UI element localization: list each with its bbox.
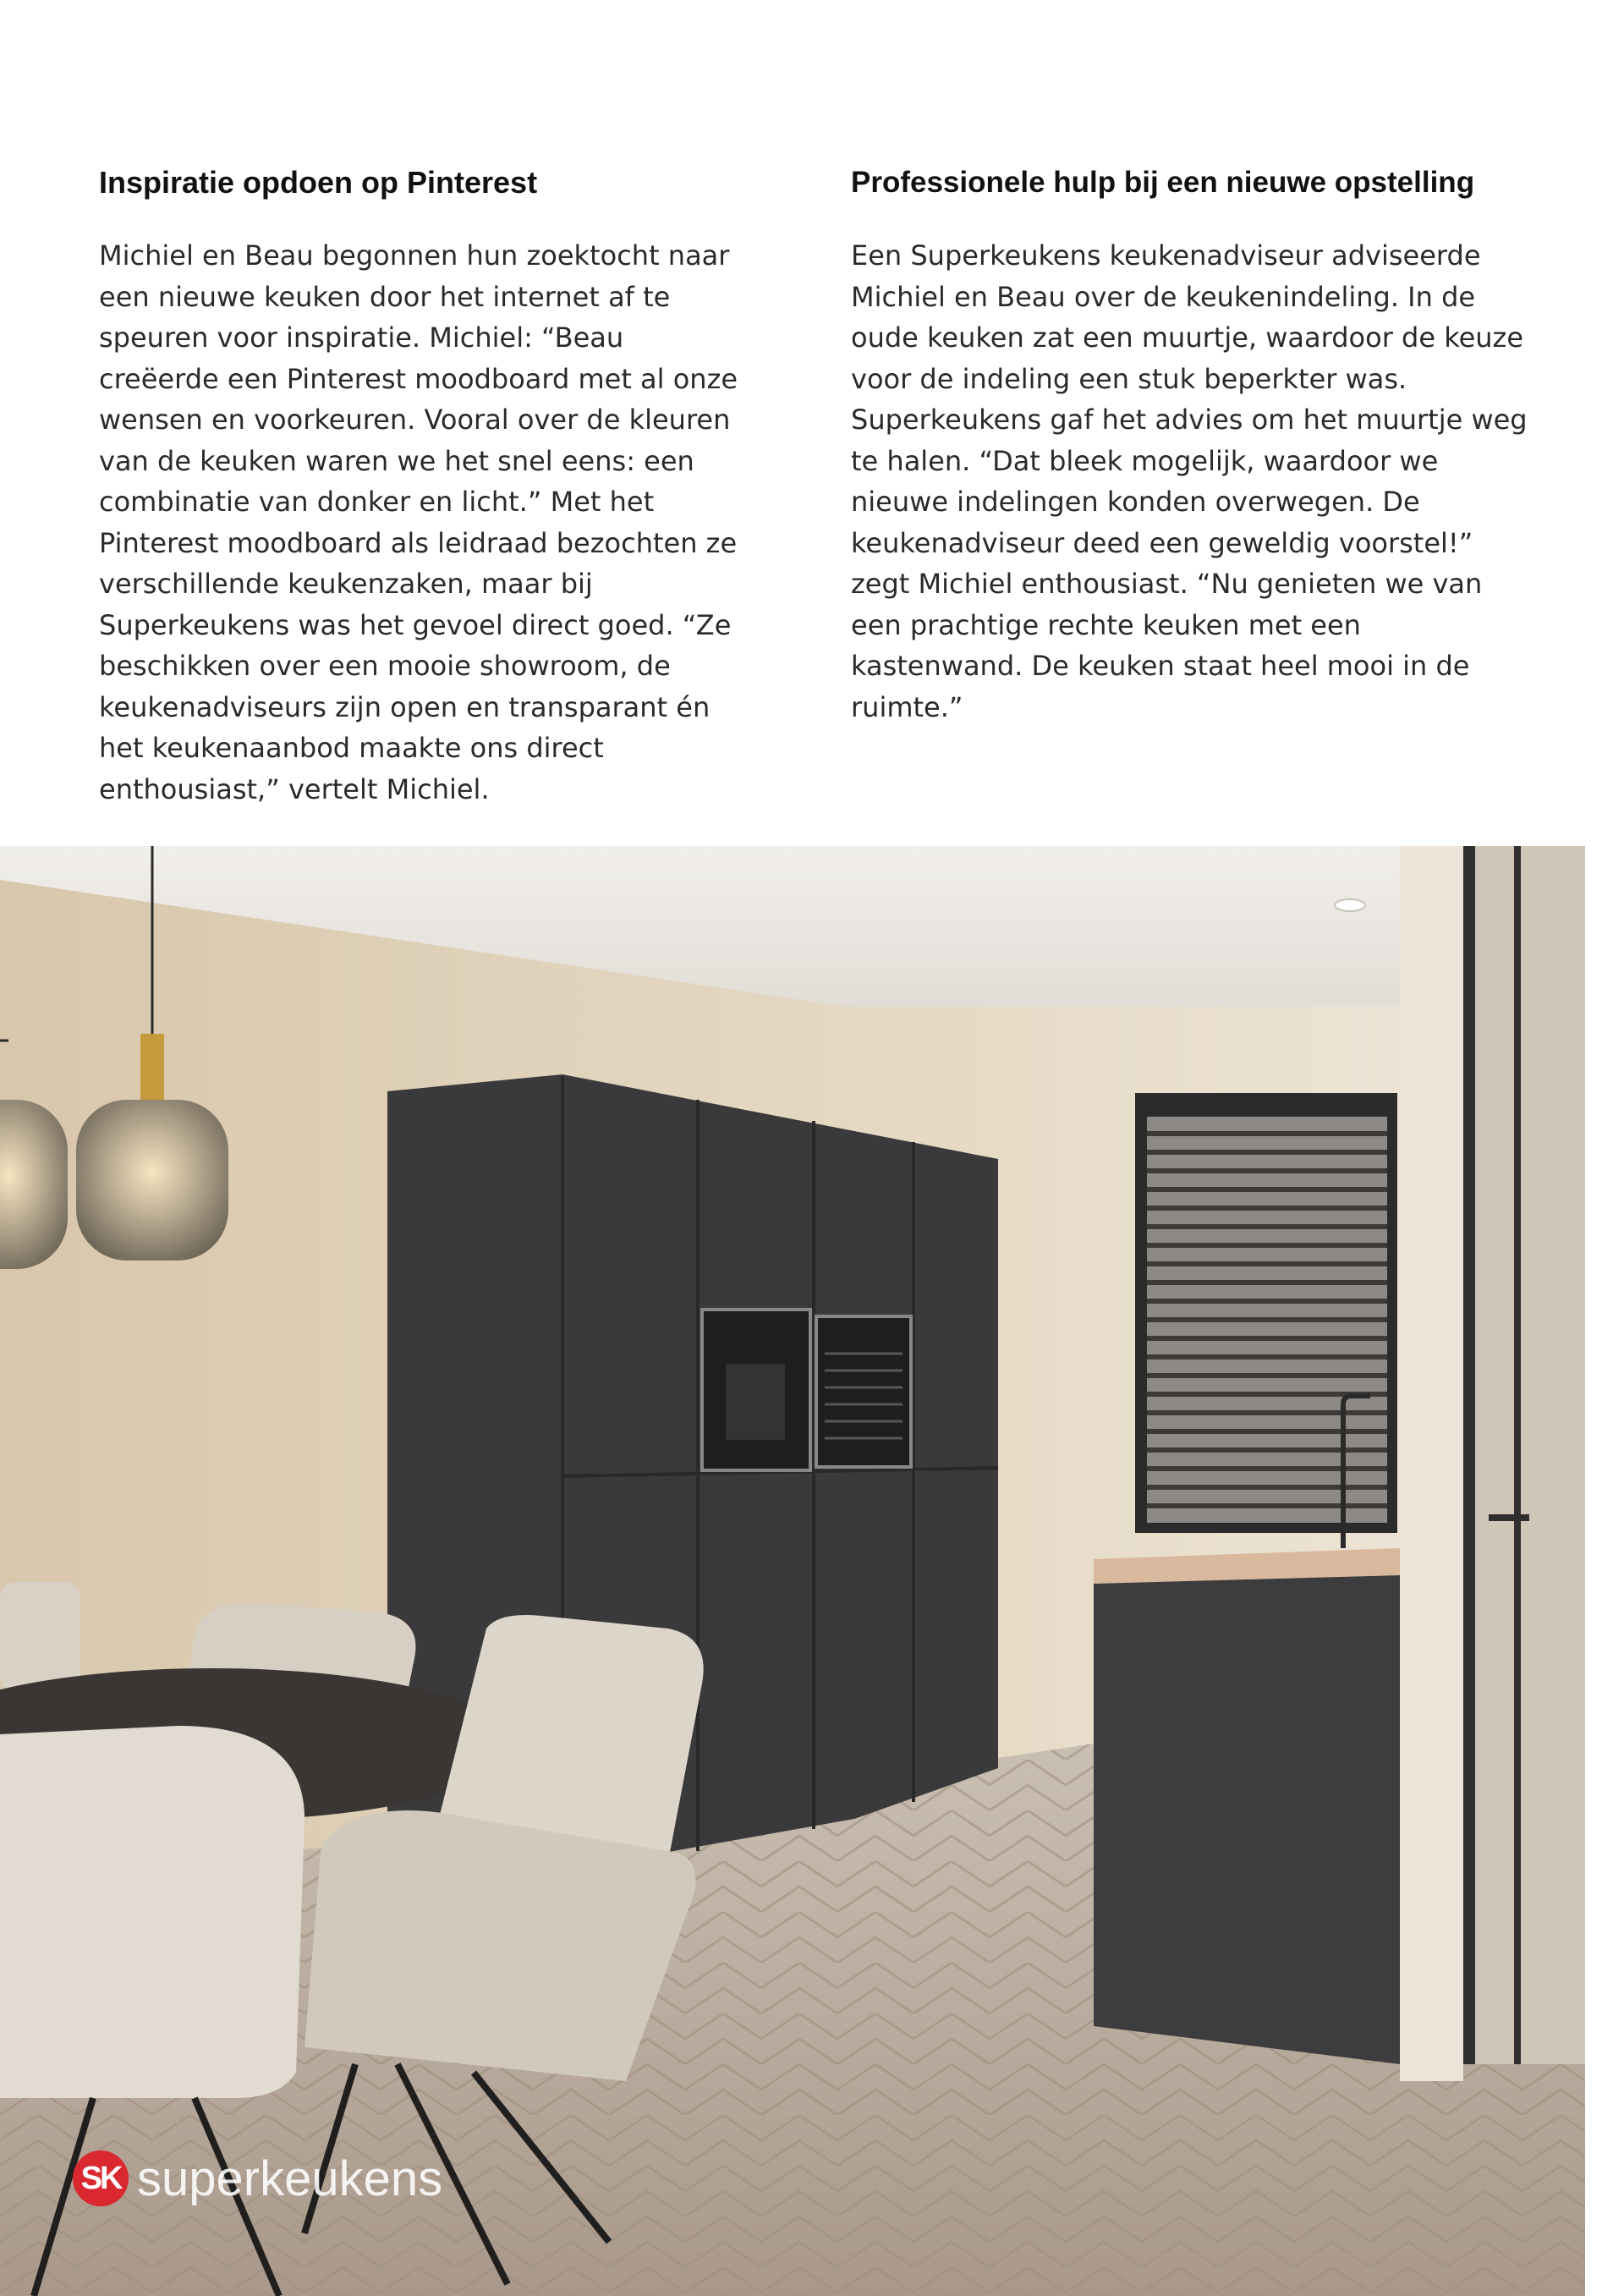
kitchen-island [1094,1575,1400,2064]
wall-pillar [1400,846,1463,2081]
door-handle [1489,1514,1529,1521]
chair-front-left [0,1726,304,2098]
door-frame-mid [1514,846,1521,2064]
ceiling-spotlight [1335,899,1365,911]
door-frame-left [1463,846,1475,2064]
oven [816,1316,911,1467]
paragraph-pinterest: Michiel en Beau begonnen hun zoektocht naar een nieuwe keuken door het internet af te speuren voor inspiratie. Michiel: “Beau creëerde een Pinterest moodboard met al onze wensen en voorkeuren. Vooral over de kleuren van de keuken waren we het snel eens: een combinatie van donker en licht.” Met het Pinterest moodboard als leidraad bezochten ze verschillende keukenzaken, maar bij Superkeukens was het gevoel direct goed. “Ze beschikken over een mooie showroom, de keukenadviseurs zijn open en transparant én het keukenaanbod maakte ons direct enthousiast,” vertelt Michiel. [99,239,738,805]
pendant-lamp-1 [76,1100,228,1261]
glass-door [1463,846,1585,2064]
right-column [851,162,1528,728]
superkeukens-logo [73,2150,442,2207]
pendant-lamp-2 [0,1100,68,1269]
logo-mark: SK [73,2150,129,2206]
coffee-machine-front [726,1364,785,1440]
kitchen-photo [0,846,1585,2296]
left-column [99,162,742,810]
window-blinds [1147,1117,1387,1523]
chair-far-left [0,1582,80,1692]
logo-wordmark: superkeukens [137,2150,443,2206]
lamp-fitting-1 [140,1034,164,1103]
chair-front-right-seat [304,1810,696,2081]
section-heading-pinterest: Inspiratie opdoen op Pinterest [99,165,538,200]
paragraph-professional-help: Een Superkeukens keukenadviseur adviseerde Michiel en Beau over de keukenindeling. In de oude keuken zat een muurtje, waardoor de keuze voor de indeling een stuk beperkter was. Superkeukens gaf het advies om het muurtje weg te halen. “Dat bleek mogelijk, waardoor we nieuwe indelingen konden overwegen. De keukenadviseur deed een geweldig voorstel!” zegt Michiel enthousiast. “Nu genieten we van een prachtige rechte keuken met een kastenwand. De keuken staat heel mooi in de ruimte.” [851,239,1528,723]
section-heading-professional-help: Professionele hulp bij een nieuwe opstelling [851,166,1475,199]
